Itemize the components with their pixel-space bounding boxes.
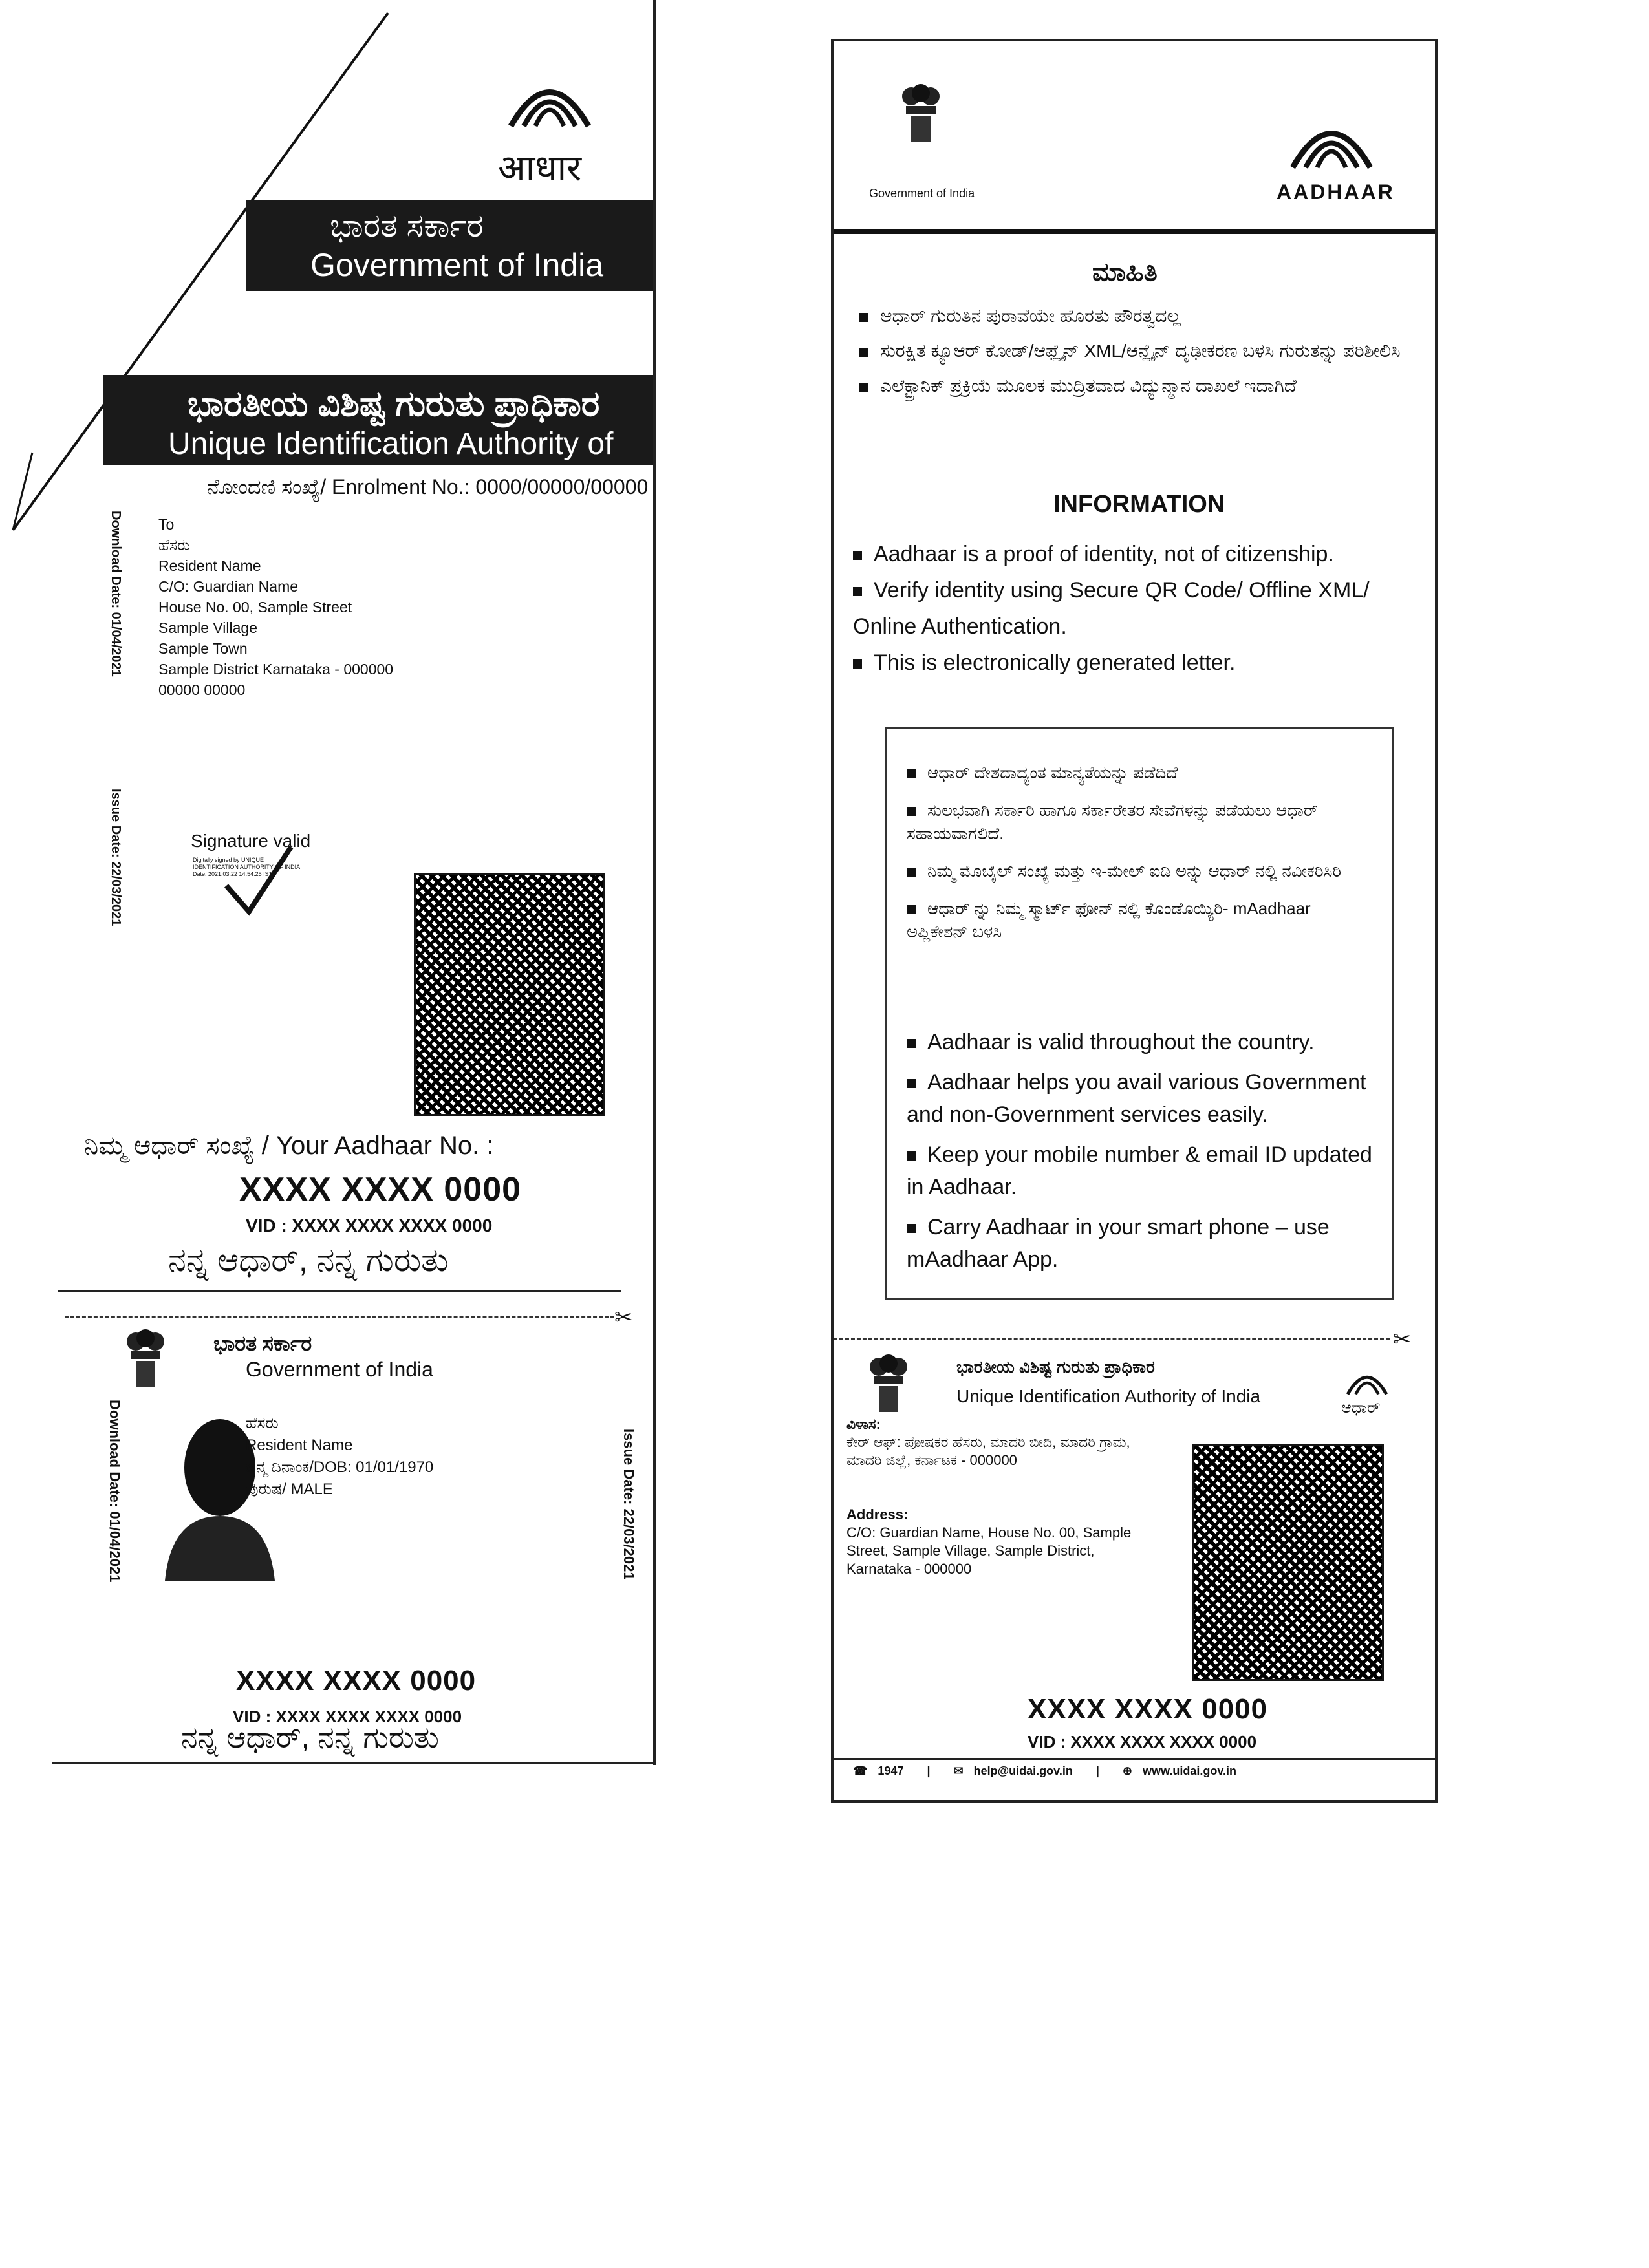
uidai-kannada: ಭಾರತೀಯ ವಿಶಿಷ್ಟ ಗುರುತು ಪ್ರಾಧಿಕಾರ bbox=[188, 385, 600, 423]
issue-date: Issue Date: 22/03/2021 bbox=[109, 789, 123, 926]
aadhaar-logo-icon bbox=[491, 65, 608, 139]
info-kannada-list bbox=[859, 303, 1416, 399]
address-line: To bbox=[158, 516, 175, 533]
mail-icon: ✉ bbox=[953, 1764, 964, 1777]
card-vid-number: VID : XXXX XXXX XXXX 0000 bbox=[233, 1707, 462, 1726]
separator: | bbox=[927, 1764, 931, 1777]
download-date: Download Date: 01/04/2021 bbox=[109, 511, 123, 677]
info-list bbox=[853, 536, 1416, 681]
list-item: Verify identity using Secure QR Code/ Offline XML/ Online Authentication. bbox=[853, 578, 1370, 639]
header-rule bbox=[834, 229, 1435, 234]
list-item: ಸುರಕ್ಷಿತ ಕ್ಯೂಆರ್ ಕೋಡ್/ಆಫ್ಲೈನ್ XML/ಆನ್ಲೈನ್ ದೃಢೀಕರಣ ಬಳಸಿ ಗುರುತನ್ನು ಪರಿಶೀಲಿಸಿ bbox=[859, 338, 1416, 364]
scissors-icon: ✂ bbox=[1393, 1327, 1412, 1352]
list-item: Keep your mobile number & email ID updated in Aadhaar. bbox=[907, 1142, 1372, 1199]
card-tagline: ನನ್ನ ಆಧಾರ್, ನನ್ನ ಗುರುತು bbox=[181, 1720, 439, 1754]
qr-code-icon bbox=[414, 873, 605, 1116]
info-kannada-title: ಮಾಹಿತಿ bbox=[1092, 258, 1158, 286]
address-line: House No. 00, Sample Street bbox=[158, 599, 352, 615]
national-emblem-icon bbox=[123, 1325, 168, 1396]
aadhaar-logo-icon bbox=[1338, 1364, 1396, 1399]
separator: | bbox=[1095, 1764, 1099, 1777]
web: www.uidai.gov.in bbox=[1142, 1764, 1236, 1777]
email: help@uidai.gov.in bbox=[973, 1764, 1073, 1777]
left-letter bbox=[52, 0, 656, 1765]
enrolment-number: ನೋಂದಣಿ ಸಂಖ್ಯೆ/ Enrolment No.: 0000/00000/00000 bbox=[207, 475, 649, 498]
national-emblem-icon bbox=[898, 80, 943, 151]
card-issue-date: Issue Date: 22/03/2021 bbox=[621, 1429, 637, 1580]
right-letter bbox=[831, 39, 1438, 1803]
card-uidai-kannada: ಭಾರತೀಯ ವಿಶಿಷ್ಟ ಗುರುತು ಪ್ರಾಧಿಕಾರ bbox=[956, 1357, 1155, 1376]
card-brand-kannada: ಆಧಾರ್ bbox=[1341, 1399, 1381, 1417]
list-item: ಆಧಾರ್ ನ್ನು ನಿಮ್ಮ ಸ್ಮಾರ್ಟ್ ಫೋನ್ ನಲ್ಲಿ ಕೊಂಡೊಯ್ಯಿರಿ- mAadhaar ಅಪ್ಲಿಕೇಶನ್ ಬಳಸಿ bbox=[907, 899, 1311, 941]
govt-small: Government of India bbox=[869, 187, 975, 200]
list-item: ಆಧಾರ್ ಗುರುತಿನ ಪುರಾವೆಯೇ ಹೊರತು ಪೌರತ್ವದಲ್ಲ bbox=[859, 303, 1416, 329]
address-line: Sample Town bbox=[158, 640, 248, 657]
scissors-icon: ✂ bbox=[614, 1305, 633, 1330]
name: Resident Name bbox=[246, 1437, 353, 1454]
card-download-date: Download Date: 01/04/2021 bbox=[107, 1400, 123, 1583]
name-kannada: ಹೆಸರು bbox=[246, 1415, 279, 1432]
card-govt-kannada: ಭಾರತ ಸರ್ಕಾರ bbox=[213, 1332, 312, 1355]
footer-contacts bbox=[853, 1764, 1422, 1778]
address-label-kannada: ವಿಳಾಸ: bbox=[846, 1416, 881, 1432]
list-item: Aadhaar is valid throughout the country. bbox=[907, 1026, 1372, 1058]
list-item: Carry Aadhaar in your smart phone – use mAadhaar App. bbox=[907, 1215, 1330, 1272]
dob: ಜನ್ಮ ದಿನಾಂಕ/DOB: 01/01/1970 bbox=[246, 1459, 434, 1476]
card-govt-english: Government of India bbox=[246, 1358, 433, 1381]
national-emblem-icon bbox=[866, 1351, 911, 1422]
address-line: Sample Village bbox=[158, 619, 258, 636]
address-block bbox=[158, 514, 393, 700]
vid-number: VID : XXXX XXXX XXXX 0000 bbox=[246, 1215, 493, 1236]
phone: 1947 bbox=[878, 1764, 904, 1777]
list-item: ಎಲೆಕ್ಟ್ರಾನಿಕ್ ಪ್ರಕ್ರಿಯೆ ಮೂಲಕ ಮುದ್ರಿತವಾದ ವಿದ್ಯುನ್ಮಾನ ದಾಖಲೆ ಇದಾಗಿದೆ bbox=[859, 373, 1416, 399]
brand-hindi: आधार bbox=[498, 147, 582, 188]
address-line: ಹೆಸರು bbox=[158, 537, 190, 553]
govt-kannada: ಭಾರತ ಸರ್ಕಾರ bbox=[330, 208, 484, 244]
card-bottom-rule bbox=[52, 1762, 653, 1764]
list-item: Aadhaar is a proof of identity, not of citizenship. bbox=[853, 536, 1416, 572]
address: C/O: Guardian Name, House No. 00, Sample Street, Sample Village, Sample District, Karnataka - 000000 bbox=[846, 1524, 1132, 1577]
address-line: Sample District Karnataka - 000000 bbox=[158, 661, 394, 678]
cut-line bbox=[834, 1338, 1390, 1340]
tips-kannada bbox=[907, 761, 1359, 943]
cut-line bbox=[65, 1316, 614, 1318]
footer-rule bbox=[834, 1758, 1435, 1760]
info-title: INFORMATION bbox=[1053, 491, 1225, 518]
phone-icon: ☎ bbox=[853, 1764, 868, 1777]
list-item: This is electronically generated letter. bbox=[853, 645, 1416, 681]
address-line: Resident Name bbox=[158, 557, 261, 574]
card-aadhaar-number: XXXX XXXX 0000 bbox=[1028, 1693, 1268, 1725]
signature-details: Digitally signed by UNIQUE IDENTIFICATION AUTHORITY OF INDIA Date: 2021.03.22 14:54:25 IST bbox=[193, 857, 300, 877]
card-aadhaar-number: XXXX XXXX 0000 bbox=[236, 1665, 477, 1696]
aadhaar-number: XXXX XXXX 0000 bbox=[239, 1171, 522, 1208]
tips-english bbox=[907, 1026, 1372, 1276]
card-address-block bbox=[846, 1506, 1157, 1578]
list-item: Aadhaar helps you avail various Government and non-Government services easily. bbox=[907, 1070, 1366, 1127]
list-item: ಆಧಾರ್ ದೇಶದಾದ್ಯಂತ ಮಾನ್ಯತೆಯನ್ನು ಪಡೆದಿದೆ bbox=[907, 761, 1359, 784]
card-uidai-english: Unique Identification Authority of India bbox=[956, 1386, 1261, 1406]
check-mark-icon bbox=[220, 840, 297, 918]
address-line: C/O: Guardian Name bbox=[158, 578, 299, 595]
qr-code-icon bbox=[1192, 1444, 1384, 1681]
card-vid-number: VID : XXXX XXXX XXXX 0000 bbox=[1028, 1732, 1257, 1751]
gender: ಪುರುಷ/ MALE bbox=[246, 1481, 333, 1498]
uidai-english: Unique Identification Authority of India bbox=[168, 427, 614, 497]
address-line: 00000 00000 bbox=[158, 681, 246, 698]
aadhaar-logo-icon bbox=[1273, 106, 1390, 180]
globe-icon: ⊕ bbox=[1122, 1764, 1132, 1777]
divider bbox=[58, 1290, 621, 1292]
govt-english: Government of India bbox=[310, 247, 604, 283]
list-item: ಸುಲಭವಾಗಿ ಸರ್ಕಾರಿ ಹಾಗೂ ಸರ್ಕಾರೇತರ ಸೇವೆಗಳನ್ನು ಪಡೆಯಲು ಆಧಾರ್ ಸಹಾಯವಾಗಲಿದೆ. bbox=[907, 800, 1319, 843]
tips-box bbox=[885, 727, 1394, 1300]
card-address-kannada-block bbox=[846, 1415, 1157, 1470]
address-kannada: ಕೇರ್ ಆಫ್: ಪೋಷಕರ ಹೆಸರು, ಮಾದರಿ ಬೀದಿ, ಮಾದರಿ ಗ್ರಾಮ, ಮಾದರಿ ಜಿಲ್ಲೆ, ಕರ್ನಾಟಕ - 000000 bbox=[846, 1434, 1130, 1468]
govt-band bbox=[246, 200, 653, 291]
brand: AADHAAR bbox=[1277, 180, 1395, 204]
address-label: Address: bbox=[846, 1506, 909, 1523]
signature-valid: Signature valid bbox=[191, 831, 311, 851]
card-details bbox=[246, 1413, 433, 1501]
tagline: ನನ್ನ ಆಧಾರ್, ನನ್ನ ಗುರುತು bbox=[168, 1242, 449, 1278]
your-aadhaar-label: ನಿಮ್ಮ ಆಧಾರ್ ಸಂಖ್ಯೆ / Your Aadhaar No. : bbox=[84, 1131, 494, 1160]
list-item: ನಿಮ್ಮ ಮೊಬೈಲ್ ಸಂಖ್ಯೆ ಮತ್ತು ಇ-ಮೇಲ್ ಐಡಿ ಅನ್ನು ಆಧಾರ್ ನಲ್ಲಿ ನವೀಕರಿಸಿರಿ bbox=[907, 859, 1359, 883]
